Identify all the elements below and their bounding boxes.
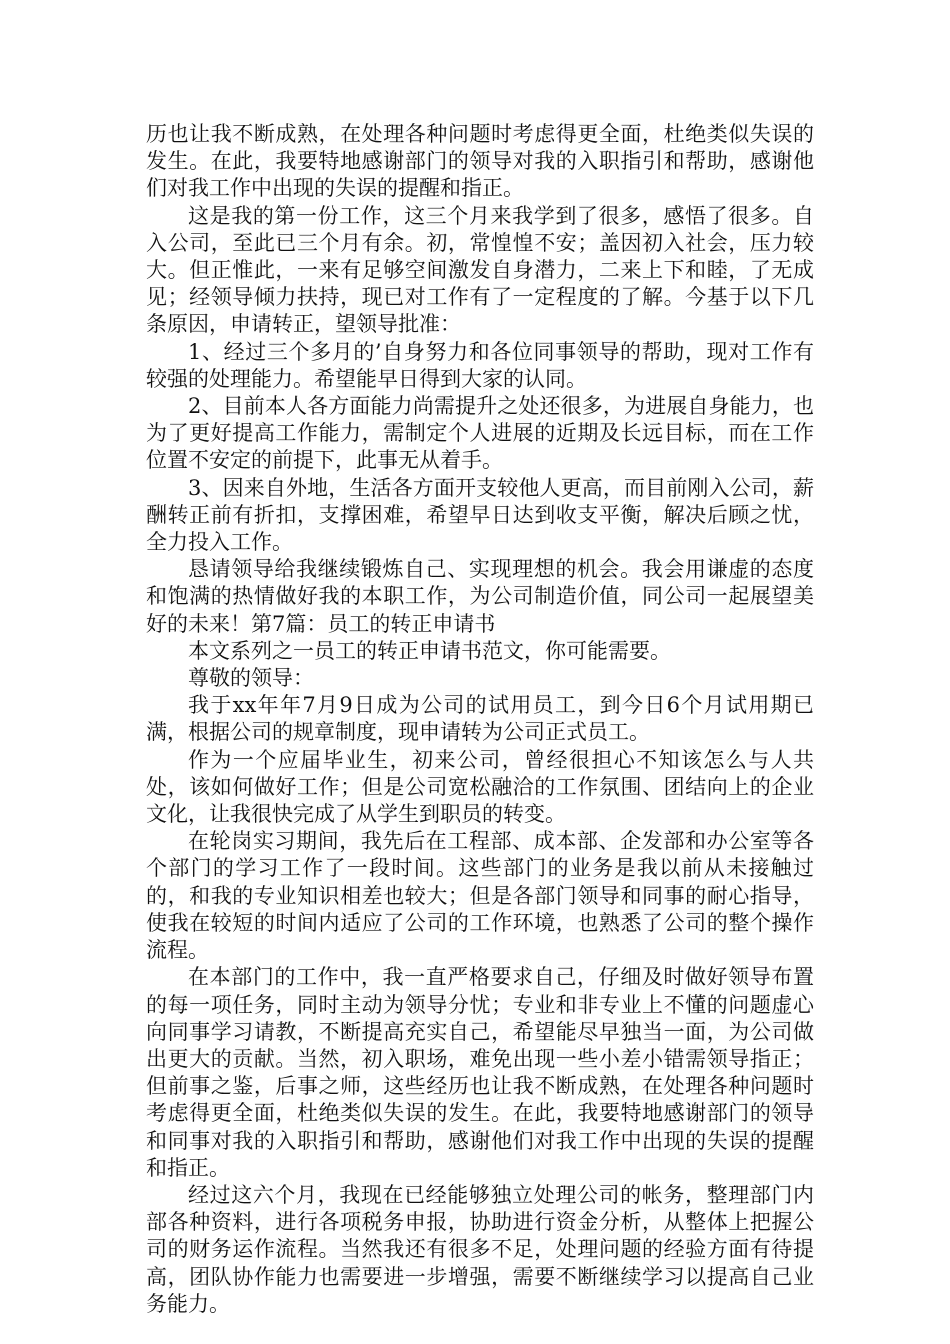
paragraph-11: 在轮岗实习期间，我先后在工程部、成本部、企发部和办公室等各个部门的学习工作了一段时间。这些部门的业务是我以前从未接触过的，和我的专业知识相差也较大；但是各部门领导和同事的耐心指导，使我在较短的时间内适应了公司的工作环境，也熟悉了公司的整个操作流程。 bbox=[146, 829, 814, 963]
salutation: 尊敬的领导： bbox=[188, 666, 314, 691]
paragraph-9: 我于xx年年7月9日成为公司的试用员工，到今日6个月试用期已满，根据公司的规章制度，现申请转为公司正式员工。 bbox=[146, 693, 814, 745]
paragraph-7: 本文系列之一员工的转正申请书范文，你可能需要。 bbox=[188, 638, 671, 663]
paragraph-10: 作为一个应届毕业生，初来公司，曾经很担心不知该怎么与人共处，该如何做好工作；但是公司宽松融洽的工作氛围、团结向上的企业文化，让我很快完成了从学生到职员的转变。 bbox=[146, 747, 814, 827]
paragraph-12: 在本部门的工作中，我一直严格要求自己，仔细及时做好领导布置的每一项任务，同时主动为领导分忧；专业和非专业上不懂的问题虚心向同事学习请教，不断提高充实自己，希望能尽早独当一面，为公司做出更大的贡献。当然，初入职场，难免出现一些小差小错需领导指正；但前事之鉴，后事之师，这些经历也让我不断成熟，在处理各种问题时考虑得更全面，杜绝类似失误的发生。在此，我要特地感谢部门的领导和同事对我的入职指引和帮助，感谢他们对我工作中出现的失误的提醒和指正。 bbox=[146, 965, 814, 1180]
paragraph-4: 2、目前本人各方面能力尚需提升之处还很多，为进展自身能力，也为了更好提高工作能力，需制定个人进展的近期及长远目标，而在工作位置不安定的前提下，此事无从着手。 bbox=[146, 394, 814, 473]
paragraph-1: 历也让我不断成熟，在处理各种问题时考虑得更全面，杜绝类似失误的发生。在此，我要特地感谢部门的领导对我的入职指引和帮助，感谢他们对我工作中出现的失误的提醒和指正。 bbox=[146, 122, 814, 201]
paragraph-3: 1、经过三个多月的’自身努力和各位同事领导的帮助，现对工作有较强的处理能力。希望能早日得到大家的认同。 bbox=[146, 339, 814, 391]
document-body bbox=[146, 121, 814, 1318]
paragraph-13: 经过这六个月，我现在已经能够独立处理公司的帐务，整理部门内部各种资料，进行各项税务申报，协助进行资金分析，从整体上把握公司的财务运作流程。当然我还有很多不足，处理问题的经验方面有待提高，团队协作能力也需要进一步增强，需要不断继续学习以提高自己业务能力。 bbox=[146, 1182, 814, 1316]
paragraph-6: 恳请领导给我继续锻炼自己、实现理想的机会。我会用谦虚的态度和饱满的热情做好我的本职工作，为公司制造价值，同公司一起展望美好的未来！第7篇：员工的转正申请书 bbox=[146, 557, 814, 636]
paragraph-2: 这是我的第一份工作，这三个月来我学到了很多，感悟了很多。自入公司，至此已三个月有余。初，常惶惶不安；盖因初入社会，压力较大。但正惟此，一来有足够空间激发自身潜力，二来上下和睦，了无成见；经领导倾力扶持，现已对工作有了一定程度的了解。今基于以下几条原因，申请转正，望领导批准： bbox=[146, 203, 814, 337]
paragraph-5: 3、因来自外地，生活各方面开支较他人更高，而目前刚入公司，薪酬转正前有折扣，支撑困难，希望早日达到收支平衡，解决后顾之忧，全力投入工作。 bbox=[146, 475, 814, 555]
